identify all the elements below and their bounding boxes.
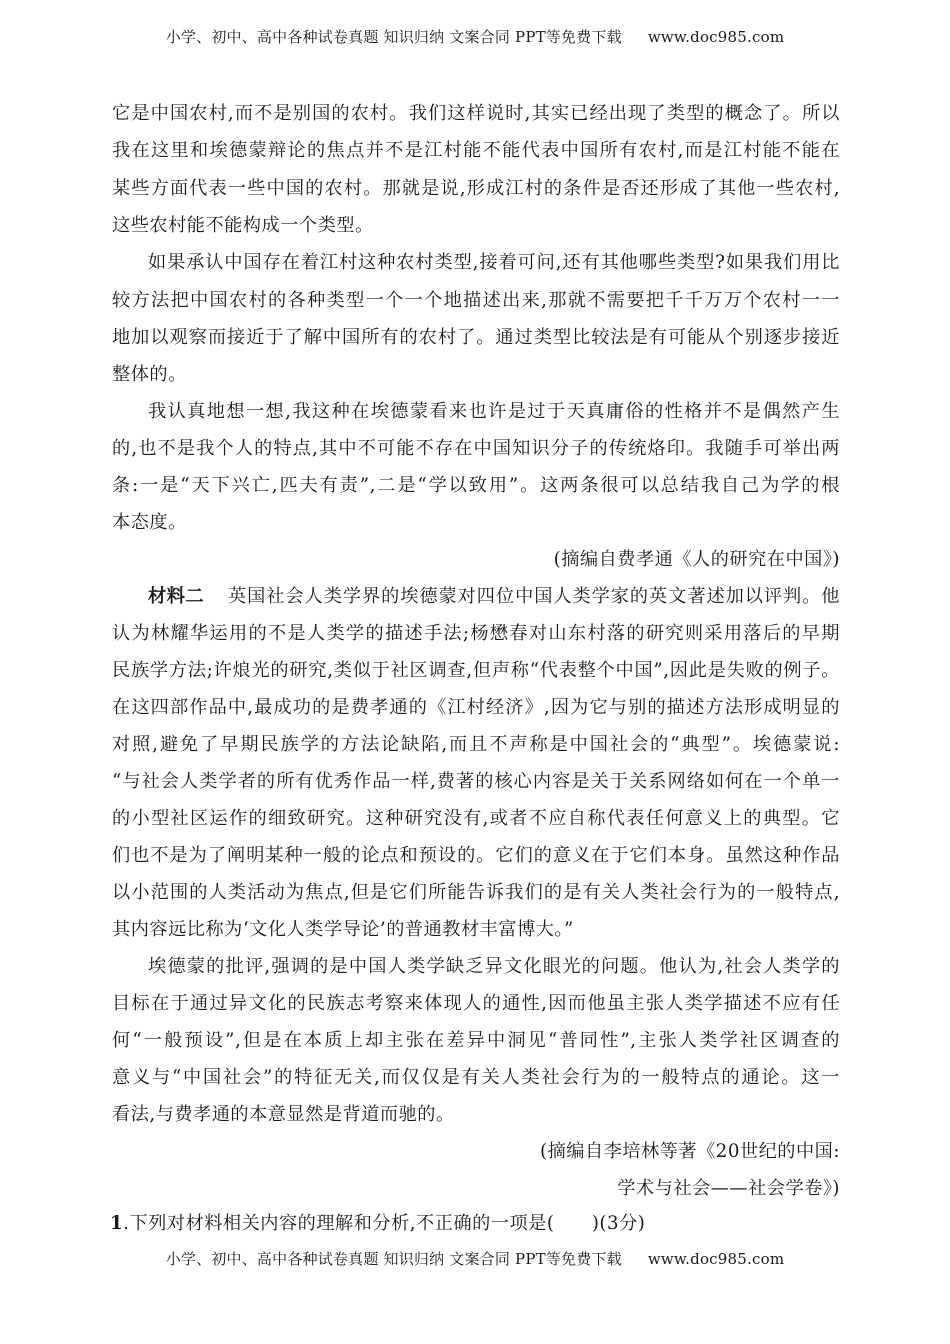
text-line: “与社会人类学者的所有优秀作品一样,费著的核心内容是关于关系网络如何在一个单一 (112, 771, 840, 792)
text-line: 们也不是为了阐明某种一般的论点和预设的。它们的意义在于它们本身。虽然这种作品 (112, 845, 840, 866)
text-line: 本态度。 (112, 512, 187, 533)
source-citation: 学术与社会——社会学卷》) (617, 1178, 840, 1199)
text-line: 我认真地想一想,我这种在埃德蒙看来也许是过于天真庸俗的性格并不是偶然产生 (148, 401, 840, 422)
question-text: .下列对材料相关内容的理解和分析,不正确的一项是( )(3分) (123, 1213, 646, 1234)
header-site-link[interactable]: www.doc985.com (647, 28, 785, 46)
text-line: 看法,与费孝通的本意显然是背道而驰的。 (112, 1104, 455, 1125)
text-line: 如果承认中国存在着江村这种农村类型,接着可问,还有其他哪些类型?如果我们用比 (148, 252, 840, 273)
text-line: 其内容远比称为‘文化人类学导论’的普通教材丰富博大。” (112, 919, 574, 940)
text-line: 较方法把中国农村的各种类型一个一个地描述出来,那就不需要把千千万万个农村一一 (112, 290, 840, 311)
text-line: 英国社会人类学界的埃德蒙对四位中国人类学家的英文著述加以评判。他 (228, 586, 840, 607)
text-line: 某些方面代表一些中国的农村。那就是说,形成江村的条件是否还形成了其他一些农村, (112, 178, 840, 199)
text-line: 的小型社区运作的细致研究。这种研究没有,或者不应自称代表任何意义上的典型。它 (112, 808, 840, 829)
text-line: 条:一是“天下兴亡,匹夫有责”,二是“学以致用”。这两条很可以总结我自己为学的根 (112, 475, 840, 496)
text-line: 认为林耀华运用的不是人类学的描述手法;杨懋春对山东村落的研究则采用落后的早期 (112, 623, 840, 644)
text-line: 意义与“中国社会”的特征无关,而仅仅是有关人类社会行为的一般特点的通论。这一 (112, 1067, 840, 1088)
text-line: 以小范围的人类活动为焦点,但是它们所能告诉我们的是有关人类社会行为的一般特点, (112, 882, 840, 903)
question-number: 1 (110, 1213, 124, 1234)
text-line: 这些农村能不能构成一个类型。 (112, 215, 374, 236)
text-line: 何“一般预设”,但是在本质上却主张在差异中洞见“普同性”,主张人类学社区调查的 (112, 1030, 840, 1051)
source-citation: (摘编自李培林等著《20世纪的中国: (540, 1141, 840, 1162)
page-header (0, 26, 950, 47)
source-citation: (摘编自费孝通《人的研究在中国》) (553, 549, 840, 570)
text-line: 民族学方法;许烺光的研究,类似于社区调查,但声称“代表整个中国”,因此是失败的例子。 (112, 660, 840, 681)
footer-text: 小学、初中、高中各种试卷真题 知识归纳 文案合同 PPT等免费下载 (165, 1250, 622, 1268)
text-line: 在这四部作品中,最成功的是费孝通的《江村经济》,因为它与别的描述方法形成明显的 (112, 697, 840, 718)
text-line: 对照,避免了早期民族学的方法论缺陷,而且不声称是中国社会的“典型”。埃德蒙说: (112, 734, 840, 755)
text-line: 整体的。 (112, 364, 187, 385)
header-text: 小学、初中、高中各种试卷真题 知识归纳 文案合同 PPT等免费下载 (165, 28, 622, 46)
question-1 (110, 1215, 838, 1233)
text-line: 地加以观察而接近于了解中国所有的农村了。通过类型比较法是有可能从个别逐步接近 (112, 327, 840, 348)
material2-label: 材料二 (148, 586, 205, 607)
text-line: 目标在于通过异文化的民族志考察来体现人的通性,因而他虽主张人类学描述不应有任 (112, 993, 840, 1014)
page-footer (0, 1248, 950, 1269)
text-line: 的,也不是我个人的特点,其中不可能不存在中国知识分子的传统烙印。我随手可举出两 (112, 438, 840, 459)
text-line: 埃德蒙的批评,强调的是中国人类学缺乏异文化眼光的问题。他认为,社会人类学的 (148, 956, 840, 977)
footer-site-link[interactable]: www.doc985.com (647, 1250, 785, 1268)
text-line: 我在这里和埃德蒙辩论的焦点并不是江村能不能代表中国所有农村,而是江村能不能在 (112, 140, 840, 161)
text-line: 它是中国农村,而不是别国的农村。我们这样说时,其实已经出现了类型的概念了。所以 (112, 103, 840, 124)
